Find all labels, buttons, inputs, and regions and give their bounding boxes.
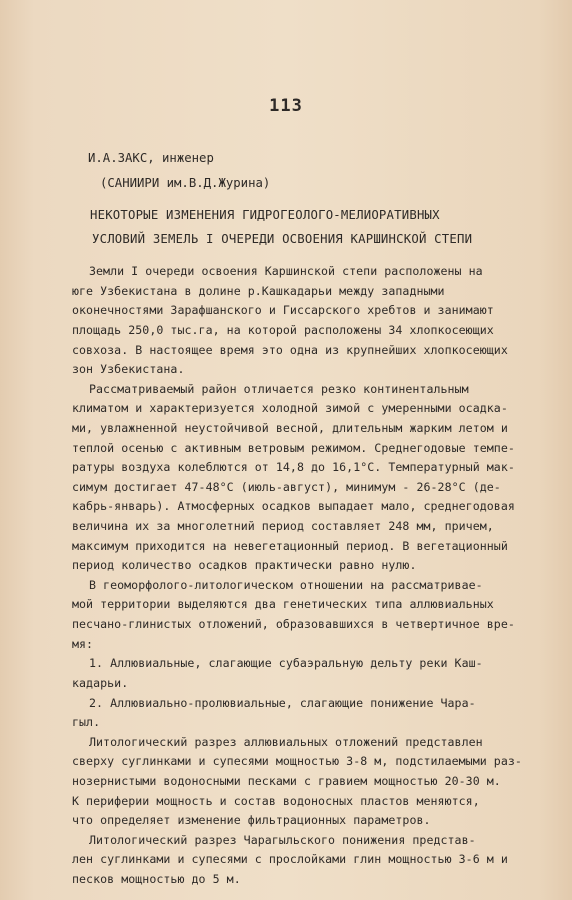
body-line: симум достигает 47-48°С (июль-август), минимум - 26-28°С (де- xyxy=(72,479,501,494)
body-line: ми, увлажненной неустойчивой весной, длительным жарким летом и xyxy=(72,420,508,435)
affiliation-line: (САНИИРИ им.В.Д.Журина) xyxy=(100,176,271,190)
body-line: юге Узбекистана в долине р.Кашкадарьи между западными xyxy=(72,283,445,298)
body-line: мой территории выделяются два генетических типа аллювиальных xyxy=(72,597,494,612)
body-line: песков мощностью до 5 м. xyxy=(72,872,241,886)
body-line: совхоза. В настоящее время это одна из крупнейших хлопкосеющих xyxy=(72,342,508,357)
page-number: 113 xyxy=(269,96,303,116)
body-line: что определяет изменение фильтрационных параметров. xyxy=(72,813,431,828)
body-line: нозернистыми водоносными песками с гравием мощностью 20-30 м. xyxy=(72,773,501,788)
body-line: Рассматриваемый район отличается резко континентальным xyxy=(89,381,469,396)
body-line: площадь 250,0 тыс.га, на которой расположены 34 хлопкосеющих xyxy=(72,322,494,337)
body-line: песчано-глинистых отложений, образовавшихся в четвертичное вре- xyxy=(72,617,515,631)
body-line: климатом и характеризуется холодной зимой с умеренными осадка- xyxy=(72,401,508,416)
body-line: мя: xyxy=(72,636,94,651)
body-line: кадарьи. xyxy=(72,675,129,690)
body-line: Литологический разрез Чарагыльского понижения представ- xyxy=(89,832,476,847)
body-line: период количество осадков практически равно нулю. xyxy=(72,558,417,573)
title-line: НЕКОТОРЫЕ ИЗМЕНЕНИЯ ГИДРОГЕОЛОГО-МЕЛИОРАТИВНЫХ xyxy=(90,208,440,222)
body-line: максимум приходится на невегетационный период. В вегетационный xyxy=(72,538,508,553)
body-line: Литологический разрез аллювиальных отложений представлен xyxy=(89,734,483,749)
body-line: К периферии мощность и состав водоносных пластов меняются, xyxy=(72,793,480,808)
body-line: величина их за многолетний период составляет 248 мм, причем, xyxy=(72,519,494,533)
body-line: зон Узбекистана. xyxy=(72,362,185,377)
body-line: ратуры воздуха колеблются от 14,8 до 16,1°С. Температурный мак- xyxy=(72,460,515,475)
body-line: В геоморфолого-литологическом отношении на рассматривае- xyxy=(89,577,483,592)
body-line: лен суглинками и супесями с прослойками глин мощностью 3-6 м и xyxy=(72,852,508,867)
body-line: гыл. xyxy=(72,715,101,730)
body-line: 2. Аллювиально-пролювиальные, слагающие понижение Чара- xyxy=(89,695,476,710)
body-line: теплой осенью с активным ветровым режимом. Среднегодовые темпе- xyxy=(72,440,515,455)
body-line: сверху суглинками и супесями мощностью 3-8 м, подстилаемыми раз- xyxy=(72,754,522,769)
title-line: УСЛОВИЙ ЗЕМЕЛЬ I ОЧЕРЕДИ ОСВОЕНИЯ КАРШИНСКОЙ СТЕПИ xyxy=(92,232,473,246)
body-line: Земли I очереди освоения Каршинской степи расположены на xyxy=(89,264,483,278)
body-line: 1. Аллювиальные, слагающие субаэральную дельту реки Каш- xyxy=(89,656,483,671)
body-line: оконечностями Зарафшанского и Гиссарского хребтов и занимают xyxy=(72,303,494,318)
author-line: И.А.ЗАКС, инженер xyxy=(88,151,214,165)
body-line: кабрь-январь). Атмосферных осадков выпадает мало, среднегодовая xyxy=(72,499,515,514)
